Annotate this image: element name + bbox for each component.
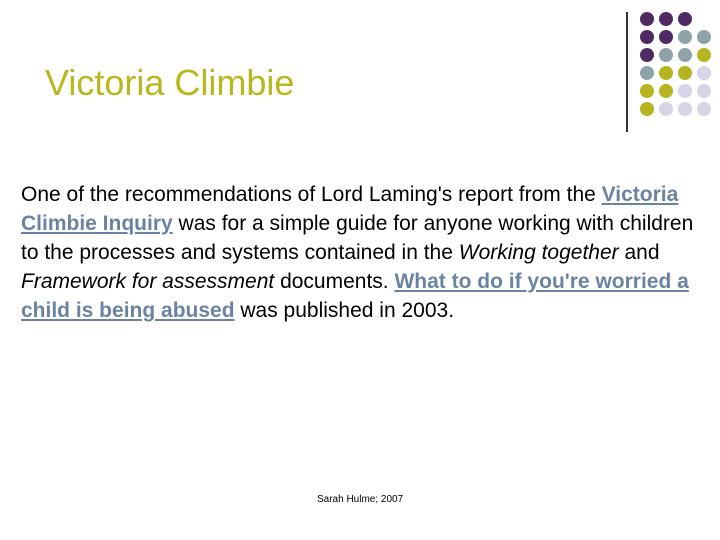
decorative-dot — [678, 30, 692, 44]
victoria-climbie-inquiry-link[interactable]: Victoria Climbie Inquiry — [21, 183, 679, 235]
framework-for-assessment-title: Framework for assessment — [21, 270, 275, 293]
what-to-do-guide-link[interactable]: What to do if you're worried a child is being abused — [21, 270, 689, 322]
slide-title: Victoria Climbie — [45, 62, 295, 103]
decorative-dot — [640, 66, 654, 80]
paragraph-text-5: was published in 2003. — [234, 299, 455, 322]
decorative-dot — [640, 48, 654, 62]
divider-line — [626, 12, 628, 132]
paragraph-text-3: and — [618, 241, 660, 264]
decorative-dot — [640, 84, 654, 98]
decorative-dot — [659, 102, 673, 116]
decorative-dot — [659, 84, 673, 98]
paragraph-text-4: documents. — [274, 270, 395, 293]
decorative-dot — [659, 48, 673, 62]
decorative-dot — [678, 66, 692, 80]
working-together-title: Working together — [458, 241, 619, 264]
decorative-dot — [697, 48, 711, 62]
decorative-dot — [697, 102, 711, 116]
decorative-dot — [697, 66, 711, 80]
paragraph-text-2: was for a simple guide for anyone working with children to the processes and systems contained in the — [21, 212, 694, 264]
body-paragraph — [21, 180, 701, 325]
decorative-dot — [640, 102, 654, 116]
decorative-dot — [678, 102, 692, 116]
decorative-dot — [697, 84, 711, 98]
decorative-dot — [678, 12, 692, 26]
decorative-dot — [678, 84, 692, 98]
decorative-dot — [659, 30, 673, 44]
decorative-dot — [640, 30, 654, 44]
decorative-dot — [640, 12, 654, 26]
decorative-dot — [659, 12, 673, 26]
decorative-dot — [659, 66, 673, 80]
footer-credit: Sarah Hulme; 2007 — [317, 494, 404, 505]
decorative-dot — [678, 48, 692, 62]
paragraph-text-1: One of the recommendations of Lord Laming's report from the — [21, 183, 602, 206]
decorative-dot — [697, 30, 711, 44]
